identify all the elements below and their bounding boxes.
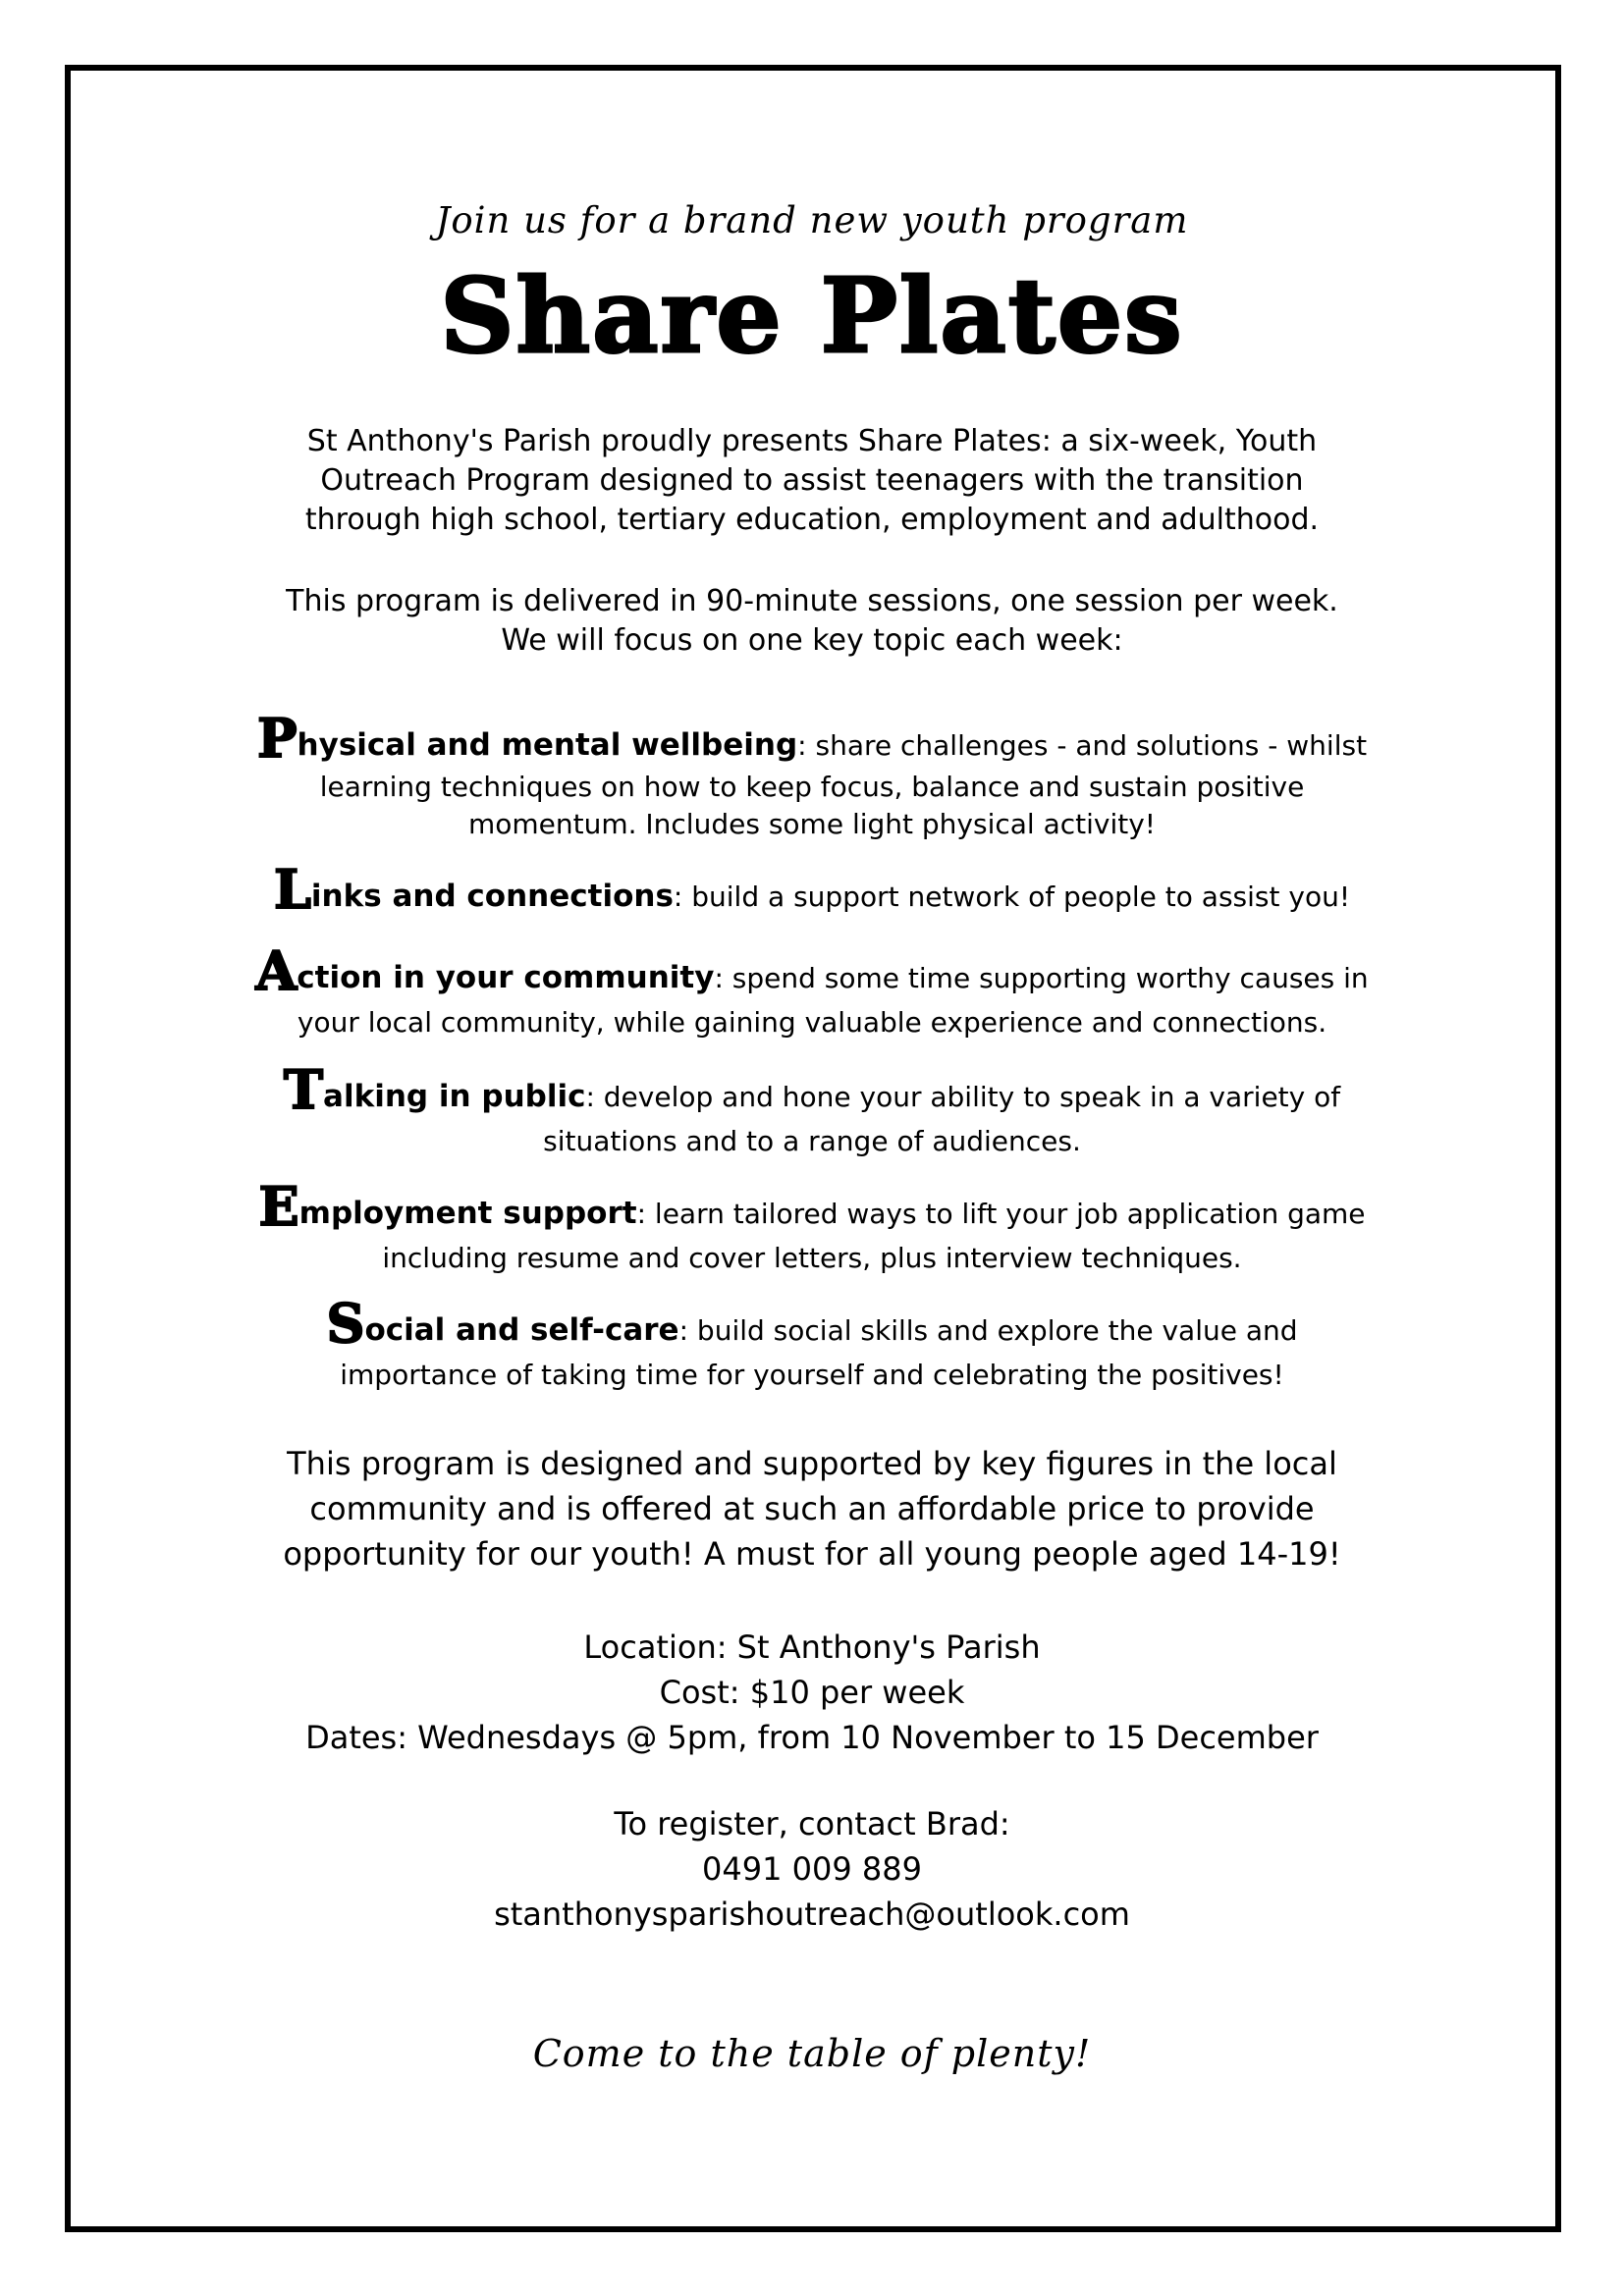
closing-line: community and is offered at such an affordable price to provide (309, 1490, 1315, 1527)
intro-line: through high school, tertiary education, employment and adulthood. (304, 503, 1320, 537)
location-text: Location: St Anthony's Parish (583, 1629, 1041, 1666)
schedule-line: We will focus on one key topic each week: (501, 623, 1123, 658)
topic-physical (147, 707, 1477, 843)
topic-initial: E (258, 1175, 299, 1238)
topic-first-line (147, 858, 1477, 921)
topic-social (147, 1292, 1477, 1397)
topic-description: : share challenges - and solutions - whilst (797, 729, 1368, 762)
event-details (147, 1625, 1477, 1760)
topic-description: : spend some time supporting worthy causes in (714, 962, 1369, 994)
topic-first-line (147, 1292, 1477, 1355)
topic-initial: L (273, 858, 311, 921)
topic-first-line (147, 1058, 1477, 1121)
topic-heading: alking in public (323, 1079, 586, 1114)
closing-line: opportunity for our youth! A must for all young people aged 14-19! (283, 1535, 1341, 1573)
topic-heading: ction in your community (297, 960, 715, 995)
closing-paragraph (147, 1441, 1477, 1576)
topic-heading: hysical and mental wellbeing (297, 727, 798, 763)
topic-initial: P (256, 707, 298, 770)
topic-description-line: situations and to a range of audiences. (543, 1125, 1081, 1157)
topic-talking (147, 1058, 1477, 1163)
topic-action (147, 939, 1477, 1044)
topic-heading: ocial and self-care (364, 1312, 679, 1348)
topic-first-line (147, 1175, 1477, 1238)
contact-phone: 0491 009 889 (702, 1850, 922, 1888)
footer-slogan: Come to the table of plenty! (532, 2032, 1092, 2075)
topic-description: : build social skills and explore the value and (678, 1314, 1298, 1347)
contact-prompt: To register, contact Brad: (614, 1805, 1010, 1842)
intro-paragraph (147, 422, 1477, 540)
topic-heading: mployment support (298, 1196, 637, 1231)
topic-description: : learn tailored ways to lift your job application game (636, 1198, 1366, 1230)
topic-description-line: importance of taking time for yourself and celebrating the positives! (340, 1359, 1284, 1391)
contact-email: stanthonysparishoutreach@outlook.com (494, 1896, 1130, 1933)
cost-text: Cost: $10 per week (659, 1674, 965, 1711)
contact-details (147, 1801, 1477, 1937)
topic-description: : build a support network of people to assist you! (673, 881, 1351, 913)
dates-text: Dates: Wednesdays @ 5pm, from 10 November to 15 December (305, 1719, 1319, 1756)
topic-description: : develop and hone your ability to speak in a variety of (585, 1081, 1341, 1113)
topic-initial: T (283, 1058, 324, 1121)
topic-description-line: momentum. Includes some light physical activity! (467, 808, 1157, 840)
intro-line: Outreach Program designed to assist teenagers with the transition (320, 463, 1304, 498)
topic-employment (147, 1175, 1477, 1280)
topic-initial: S (326, 1292, 365, 1355)
topic-description-line: learning techniques on how to keep focus, balance and sustain positive (319, 771, 1305, 803)
closing-line: This program is designed and supported by key figures in the local (287, 1445, 1337, 1482)
topic-first-line (147, 939, 1477, 1002)
topic-initial: A (255, 939, 298, 1002)
topic-description-line: including resume and cover letters, plus interview techniques. (382, 1242, 1242, 1274)
page-title: Share Plates (440, 255, 1184, 376)
topic-heading: inks and connections (310, 879, 674, 914)
tagline: Join us for a brand new youth program (435, 199, 1189, 241)
topic-description-line: your local community, while gaining valuable experience and connections. (297, 1006, 1327, 1039)
intro-line: St Anthony's Parish proudly presents Share Plates: a six-week, Youth (306, 424, 1318, 458)
topic-links (147, 858, 1477, 921)
schedule-line: This program is delivered in 90-minute sessions, one session per week. (286, 584, 1338, 618)
topic-first-line (147, 707, 1477, 770)
schedule-paragraph (147, 582, 1477, 661)
